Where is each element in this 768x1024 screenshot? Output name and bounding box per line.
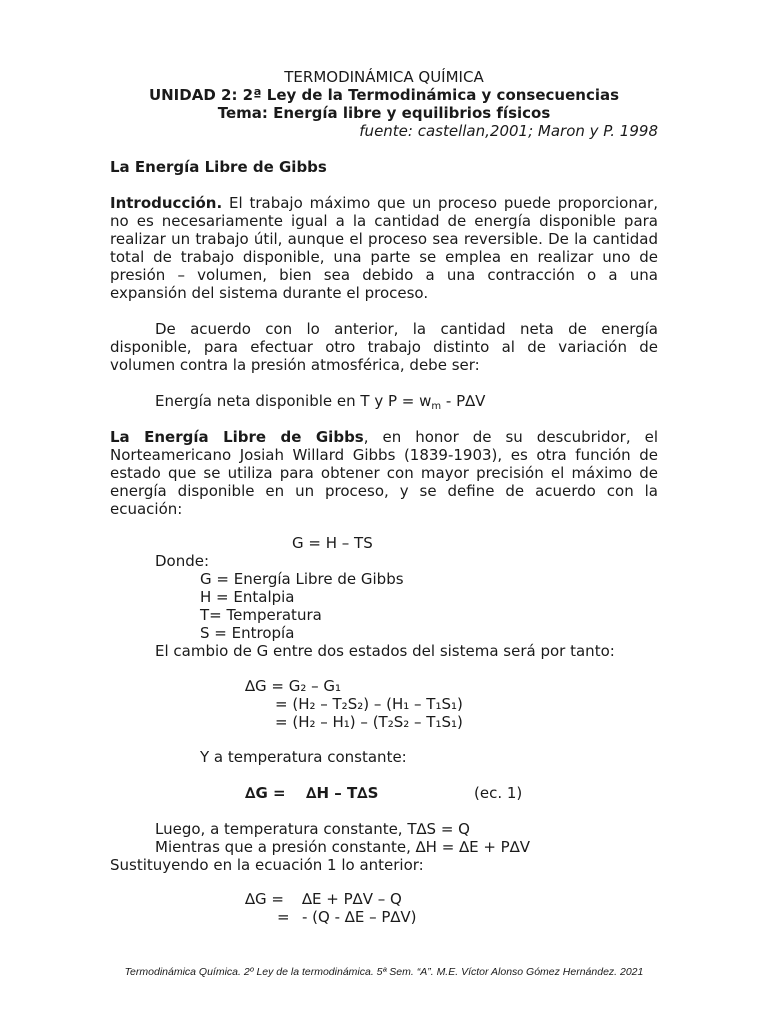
gibbs-term: La Energía Libre de Gibbs bbox=[110, 428, 364, 446]
gibbs-line: estado que se utiliza para obtener con mayor precisión el máximo de bbox=[110, 464, 658, 482]
intro-line: Introducción. El trabajo máximo que un proceso puede proporcionar, bbox=[110, 194, 658, 212]
eq1-lhs: ∆G = bbox=[245, 784, 286, 802]
intro-line: total de trabajo disponible, una parte se emplea en realizar uno de bbox=[110, 248, 658, 266]
gibbs-line: La Energía Libre de Gibbs, en honor de su descubridor, el bbox=[110, 428, 658, 446]
para2-line: volumen contra la presión atmosférica, debe ser: bbox=[110, 356, 480, 374]
intro-line: presión – volumen, bien sea debido a una contracción o a una bbox=[110, 266, 658, 284]
intro-line: realizar un trabajo útil, aunque el proceso sea reversible. De la cantidad bbox=[110, 230, 658, 248]
unit-heading: UNIDAD 2: 2ª Ley de la Termodinámica y consecuencias bbox=[148, 86, 620, 104]
eq1-tag: (ec. 1) bbox=[474, 784, 523, 802]
main-equation: G = H – TS bbox=[292, 534, 373, 552]
gibbs-line: Norteamericano Josiah Willard Gibbs (1839-1903), es otra función de bbox=[110, 446, 658, 464]
delta-g-line: ∆G = G₂ – G₁ bbox=[245, 677, 342, 695]
final-rhs: - (Q - ∆E – P∆V) bbox=[302, 908, 417, 926]
final-rhs: ∆E + P∆V – Q bbox=[302, 890, 402, 908]
intro-line: no es necesariamente igual a la cantidad de energía disponible para bbox=[110, 212, 658, 230]
change-of-g-text: El cambio de G entre dos estados del sistema será por tanto: bbox=[155, 642, 615, 660]
para2-line: De acuerdo con lo anterior, la cantidad neta de energía bbox=[155, 320, 658, 338]
where-label: Donde: bbox=[155, 552, 210, 570]
then-line: Luego, a temperatura constante, T∆S = Q bbox=[155, 820, 470, 838]
para2-line: disponible, para efectuar otro trabajo distinto al de variación de bbox=[110, 338, 658, 356]
final-lhs: = bbox=[277, 908, 290, 926]
source-citation: fuente: castellan,2001; Maron y P. 1998 bbox=[359, 122, 658, 140]
definition-item: H = Entalpia bbox=[200, 588, 295, 606]
constant-temp-text: Y a temperatura constante: bbox=[200, 748, 407, 766]
section-title: La Energía Libre de Gibbs bbox=[110, 158, 327, 176]
then-line: Mientras que a presión constante, ∆H = ∆E + P∆V bbox=[155, 838, 531, 856]
net-energy-equation: Energía neta disponible en T y $P = w_m - P\Delta V$ bbox=[155, 392, 486, 412]
topic-heading: Tema: Energía libre y equilibrios físicos bbox=[217, 104, 551, 122]
definition-item: G = Energía Libre de Gibbs bbox=[200, 570, 404, 588]
then-line: Sustituyendo en la ecuación 1 lo anterior: bbox=[110, 856, 424, 874]
doc-title: TERMODINÁMICA QUÍMICA bbox=[284, 68, 484, 86]
intro-line: expansión del sistema durante el proceso. bbox=[110, 284, 429, 302]
page-footer: Termodinámica Química. 2º Ley de la termodinámica. 5ª Sem. “A”. M.E. Víctor Alonso Gómez Hernández. 2021 bbox=[124, 966, 644, 978]
eq1-rhs: ∆H – T∆S bbox=[306, 784, 379, 802]
delta-g-line: = (H₂ – T₂S₂) – (H₁ – T₁S₁) bbox=[275, 695, 463, 713]
delta-g-line: = (H₂ – H₁) – (T₂S₂ – T₁S₁) bbox=[275, 713, 463, 731]
gibbs-line: energía disponible en un proceso, y se define de acuerdo con la bbox=[110, 482, 658, 500]
definition-item: T= Temperatura bbox=[200, 606, 322, 624]
intro-label: Introducción. bbox=[110, 194, 223, 212]
definition-item: S = Entropía bbox=[200, 624, 295, 642]
final-lhs: ∆G = bbox=[245, 890, 284, 908]
gibbs-line: ecuación: bbox=[110, 500, 183, 518]
